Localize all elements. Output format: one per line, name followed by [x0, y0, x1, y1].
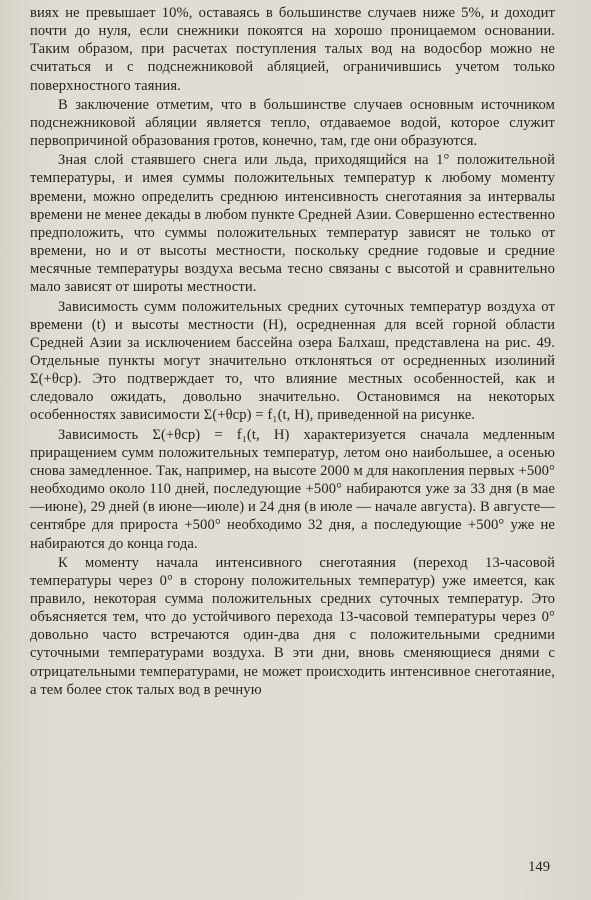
paragraph-6: К моменту начала интенсивного снеготаяния (переход 13-часовой температуры через 0° в сторону положительных температур) уже имеется, как правило, некоторая сумма положительных средних суточных температур. Это объясняется тем, что до устойчивого перехода 13-часовой температуры через 0° довольно часто встречаются один-два дня с положительными средними суточными температурами воздуха. В эти дни, вновь сменяющиеся днями с отрицательными температурами, не может происходить интенсивное снеготаяние, а тем более сток талых вод в речную — [30, 554, 555, 698]
body-text — [30, 4, 555, 699]
paragraph-1: виях не превышает 10%, оставаясь в большинстве случаев ниже 5%, и доходит почти до нуля, если снежники покоятся на хорошо проницаемом основании. Таким образом, при расчетах поступления талых вод на водосбор можно не считаться и с подснежниковой абляцией, ограничившись учетом только поверхностного таяния. — [30, 5, 555, 94]
paragraph-5: Зависимость Σ(+θср) = f₁(t, H) характеризуется сначала медленным приращением сумм положительных температур, летом оно наибольшее, а осенью снова замедленное. Так, например, на высоте 2000 м для накопления первых +500° необходимо около 110 дней, последующие +500° набираются уже за 33 дня (в мае—июне), 29 дней (в июне—июле) и 24 дня (в июле — начале августа). В августе—сентябре для прироста +500° необходимо 32 дня, а последующие +500° уже не набираются до конца года. — [30, 426, 555, 552]
paragraph-4: Зависимость сумм положительных средних суточных температур воздуха от времени (t) и высоты местности (H), осредненная для всей горной области Средней Азии за исключением бассейна озера Балхаш, представлена на рис. 49. Отдельные пункты могут значительно отклоняться от осредненных изолиний Σ(+θср). Это подтверждает то, что влияние местных особенностей, как и следовало ожидать, довольно значительно. Остановимся на некоторых особенностях зависимости Σ(+θср) = f₁(t, H), приведенной на рисунке. — [30, 298, 555, 424]
page-number: 149 — [528, 859, 550, 875]
paragraph-2: В заключение отметим, что в большинстве случаев основным источником подснежниковой абляции является тепло, отдаваемое водой, которое служит первопричиной образования гротов, конечно, там, где они образуются. — [30, 96, 555, 150]
paragraph-3: Зная слой стаявшего снега или льда, приходящийся на 1° положительной температуры, и имея суммы положительных температур к любому моменту времени, можно определить среднюю интенсивность снеготаяния за интервалы времени не менее декады в любом пункте Средней Азии. Совершенно естественно предположить, что суммы положительных температур зависят не только от времени, но и от высоты местности, поскольку средние годовые и средние месячные температуры воздуха весьма тесно связаны с высотой и сравнительно мало зависят от широты местности. — [30, 152, 555, 296]
